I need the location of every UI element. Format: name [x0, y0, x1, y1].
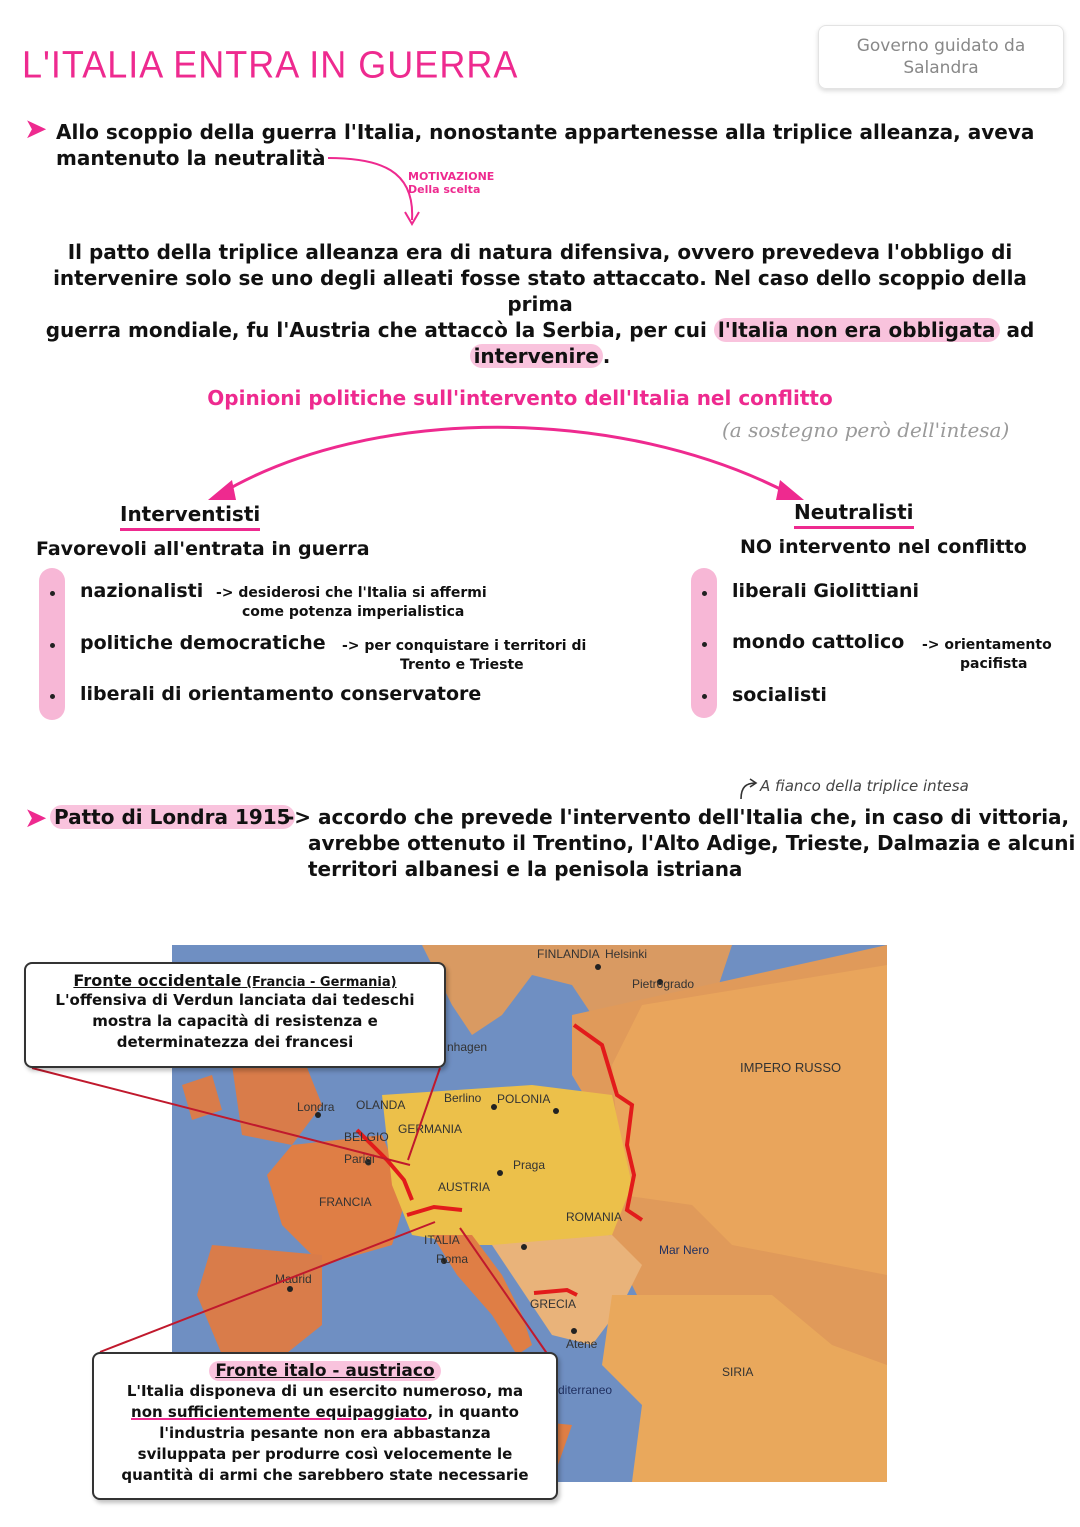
map-label-pietrogrado: Pietrogrado [632, 977, 695, 991]
government-note-line-2: Salandra [903, 58, 979, 78]
note-line: -> orientamento [922, 637, 1052, 653]
callout-italian-underlined: non sufficientemente equipaggiato [131, 1403, 428, 1421]
map-label-roma: Roma [436, 1252, 469, 1266]
london-aside: A fianco della triplice intesa [760, 777, 969, 795]
callout-western-title-main: Fronte occidentale [73, 971, 242, 990]
opinions-aside: (a sostegno però dell'intesa) [722, 418, 1010, 442]
arrow-bullet-icon: ➤ [24, 801, 48, 834]
london-highlight: Patto di Londra 1915 [50, 805, 295, 829]
london-line-2: avrebbe ottenuto il Trentino, l'Alto Adige, Trieste, Dalmazia e alcuni [308, 831, 1076, 855]
note-line: come potenza imperialistica [242, 604, 465, 620]
map-label-austria: AUSTRIA [438, 1180, 491, 1194]
map-label-finlandia: FINLANDIA [537, 947, 600, 961]
map-label-belgio: BELGIO [344, 1130, 389, 1144]
callout-italian-title-wrap [104, 1361, 546, 1381]
callout-italian-line-3: l'industria pesante non era abbastanza [159, 1424, 491, 1442]
motivation-note-line-1: MOTIVAZIONE [408, 170, 495, 183]
map-label-francia: FRANCIA [319, 1195, 372, 1209]
callout-western-line-1: L'offensiva di Verdun lanciata dai tedeschi [55, 991, 415, 1009]
map-label-copenhagen: nhagen [447, 1040, 488, 1054]
london-line-1: -> accordo che prevede l'intervento dell'Italia che, in caso di vittoria, [286, 805, 1070, 829]
page-title: L'ITALIA ENTRA IN GUERRA [22, 42, 519, 86]
callout-italian-line-2-post: , in quanto [427, 1403, 519, 1421]
london-line-3: territori albanesi e la penisola istriana [308, 857, 743, 881]
interventisti-item-2: politiche democratiche [80, 632, 326, 654]
opinions-heading: Opinioni politiche sull'intervento dell'Italia nel conflitto [207, 386, 833, 410]
callout-italian-line-4: sviluppata per produrre così velocemente le [137, 1445, 513, 1463]
motivation-line-4-post: . [602, 344, 611, 368]
motivation-line-3-post: ad [999, 318, 1035, 342]
motivation-note-line-2: Della scelta [408, 183, 481, 196]
map-label-atene: Atene [566, 1337, 598, 1351]
map-label-olanda: OLANDA [356, 1098, 406, 1112]
callout-italian-title: Fronte italo - austriaco [209, 1361, 440, 1381]
note-line: pacifista [960, 656, 1028, 672]
interventisti-subtitle: Favorevoli all'entrata in guerra [36, 538, 370, 560]
map-label-siria: SIRIA [722, 1365, 754, 1379]
map-label-mar-nero: Mar Nero [659, 1243, 710, 1257]
callout-western-title-suffix: (Francia - Germania) [241, 975, 397, 990]
government-note-line-1: Governo guidato da [856, 36, 1026, 56]
note-line: -> per conquistare i territori di [342, 638, 587, 654]
note-line: -> desiderosi che l'Italia si affermi [216, 585, 487, 601]
motivation-line-1: Il patto della triplice alleanza era di natura difensiva, ovvero prevedeva l'obbligo di [67, 240, 1013, 264]
note-line: Trento e Trieste [400, 657, 524, 673]
highlight-intervenire: intervenire [470, 344, 603, 368]
neutralisti-item-3: socialisti [732, 684, 827, 706]
map-label-madrid: Madrid [275, 1272, 312, 1286]
map-label-polonia: POLONIA [497, 1092, 551, 1106]
neutralisti-item-1: liberali Giolittiani [732, 580, 920, 602]
map-label-mediterraneo: diterraneo [558, 1383, 613, 1397]
neutralisti-subtitle: NO intervento nel conflitto [740, 536, 1027, 558]
intro-line-2: mantenuto la neutralità [56, 146, 326, 170]
arrow-bullet-icon: ➤ [24, 112, 48, 145]
map-label-germania: GERMANIA [398, 1122, 463, 1136]
callout-italian-line-1: L'Italia disponeva di un esercito numeroso, ma [126, 1382, 524, 1400]
map-label-berlino: Berlino [444, 1091, 482, 1105]
motivation-line-2: intervenire solo se uno degli alleati fosse stato attaccato. Nel caso dello scoppio della prima [53, 266, 1027, 316]
callout-italian-line-2 [104, 1402, 546, 1423]
neutralisti-title: Neutralisti [794, 500, 914, 529]
callout-western-front [24, 962, 446, 1068]
interventisti-item-3: liberali di orientamento conservatore [80, 683, 482, 705]
map-label-praga: Praga [513, 1158, 546, 1172]
callout-italian-front [92, 1352, 558, 1500]
map-label-grecia: GRECIA [530, 1297, 577, 1311]
map-label-londra: Londra [297, 1100, 335, 1114]
highlight-not-obliged: l'Italia non era obbligata [714, 318, 1000, 342]
map-label-parigi: Parigi [344, 1152, 375, 1166]
map-label-helsinki: Helsinki [605, 947, 648, 961]
interventisti-title: Interventisti [120, 502, 260, 531]
motivation-line-3-pre: guerra mondiale, fu l'Austria che attaccò la Serbia, per cui [45, 318, 714, 342]
intro-line-1: Allo scoppio della guerra l'Italia, nonostante appartenesse alla triplice alleanza, aveva [56, 120, 1035, 144]
map-label-romania: ROMANIA [566, 1210, 623, 1224]
neutralisti-item-2: mondo cattolico [732, 631, 905, 653]
interventisti-item-1: nazionalisti [80, 580, 204, 602]
map-label-impero-russo: IMPERO RUSSO [740, 1060, 842, 1075]
callout-western-title [36, 971, 434, 990]
callout-western-line-2: mostra la capacità di resistenza e [92, 1012, 378, 1030]
callout-western-line-3: determinatezza dei francesi [116, 1033, 354, 1051]
map-label-italia: ITALIA [424, 1233, 460, 1247]
callout-italian-line-5: quantità di armi che sarebbero state necessarie [121, 1466, 529, 1484]
